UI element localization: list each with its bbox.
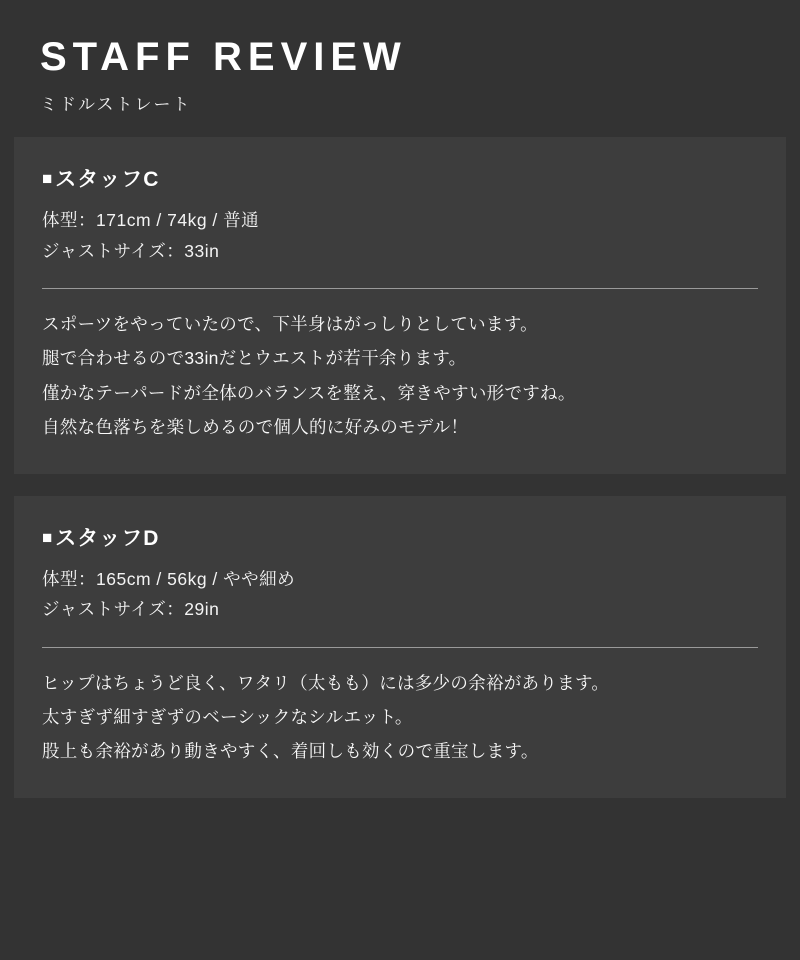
- review-card: [14, 137, 786, 474]
- staff-name-label: スタッフD: [55, 526, 160, 550]
- staff-name-label: スタッフC: [55, 168, 160, 191]
- page-header: [0, 0, 800, 115]
- review-comment-line: スポーツをやっていたので、下半身はがっしりとしています。: [42, 314, 538, 335]
- review-card: [14, 496, 786, 799]
- page-subtitle: ミドルストレート: [40, 95, 192, 114]
- review-comment-line: 自然な色落ちを楽しめるので個人的に好みのモデル！: [42, 416, 469, 437]
- staff-just-size: ジャストサイズ：33in: [42, 240, 220, 261]
- staff-body-spec: 体型：165cm / 56kg / やや細め: [42, 568, 296, 589]
- card-divider: [42, 288, 758, 289]
- staff-just-size: ジャストサイズ：29in: [42, 599, 220, 620]
- review-comment-line: 股上も余裕があり動きやすく、着回しも効くので重宝します。: [42, 741, 539, 762]
- review-comment-line: ヒップはちょうど良く、ワタリ（太もも）には多少の余裕があります。: [42, 673, 610, 693]
- card-divider: [42, 647, 758, 648]
- review-comment-line: 太すぎず細すぎずのベーシックなシルエット。: [42, 707, 413, 728]
- page-title: STAFF REVIEW: [40, 35, 407, 79]
- staff-name: [42, 522, 758, 552]
- review-comment-line: 腿で合わせるので33inだとウエストが若干余ります。: [42, 348, 467, 369]
- staff-body-spec: 体型：171cm / 74kg / 普通: [42, 210, 260, 230]
- review-card-list: [0, 137, 800, 798]
- staff-name: [42, 163, 758, 193]
- review-comment-line: 僅かなテーパードが全体のバランスを整え、穿きやすい形ですね。: [42, 382, 576, 403]
- square-marker-icon: ■: [42, 169, 54, 188]
- square-marker-icon: ■: [42, 527, 54, 547]
